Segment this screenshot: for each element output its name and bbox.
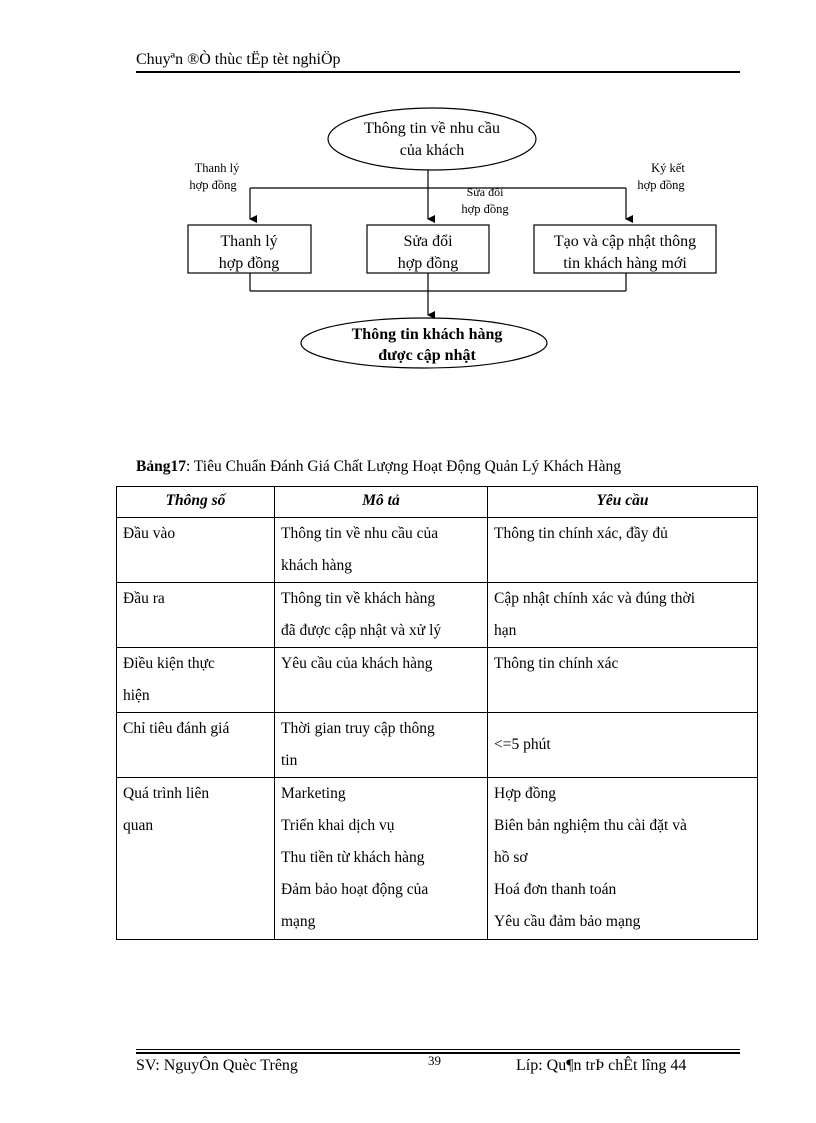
edge-label-right-2: hợp đồng bbox=[637, 178, 685, 192]
table-row bbox=[117, 778, 758, 940]
cell-line: hạn bbox=[494, 622, 517, 639]
cell-desc bbox=[275, 778, 488, 940]
cell-line: Chỉ tiêu đánh giá bbox=[123, 720, 230, 737]
cell-req bbox=[488, 648, 758, 713]
cell-param bbox=[117, 518, 275, 583]
cell-desc bbox=[275, 518, 488, 583]
footer-student: SV: NguyÔn Quèc Trêng bbox=[136, 1057, 298, 1074]
cell-line: Cập nhật chính xác và đúng thời bbox=[494, 590, 696, 607]
bottom-node-line-2: được cập nhật bbox=[378, 347, 476, 364]
cell-line: Thu tiền từ khách hàng bbox=[281, 849, 425, 866]
page-header: Chuyªn ®Ò thùc tËp tèt nghiÖp bbox=[136, 51, 341, 68]
table-caption bbox=[136, 457, 756, 477]
footer-rule-thin bbox=[136, 1049, 740, 1050]
cell-line: Yêu cầu đảm bảo mạng bbox=[494, 913, 641, 930]
edge-label-middle-2: hợp đồng bbox=[461, 202, 509, 216]
cell-line: Thông tin chính xác bbox=[494, 655, 619, 672]
box-middle-line-2: hợp đồng bbox=[397, 255, 459, 272]
table-row bbox=[117, 648, 758, 713]
cell-line: Quá trình liên bbox=[123, 785, 210, 802]
cell-line: Điều kiện thực bbox=[123, 655, 215, 672]
cell-param bbox=[117, 648, 275, 713]
cell-line: Marketing bbox=[281, 785, 346, 802]
header-req: Yêu cầu bbox=[488, 487, 758, 518]
cell-line: Yêu cầu của khách hàng bbox=[281, 655, 433, 672]
cell-line: Thông tin về khách hàng bbox=[281, 590, 436, 607]
cell-desc bbox=[275, 713, 488, 778]
cell-line: đã được cập nhật và xử lý bbox=[281, 622, 442, 639]
cell-desc bbox=[275, 648, 488, 713]
table-row bbox=[117, 583, 758, 648]
cell-req bbox=[488, 583, 758, 648]
cell-line: Triển khai dịch vụ bbox=[281, 817, 395, 834]
box-right-line-2: tin khách hàng mới bbox=[563, 255, 687, 272]
box-left-line-2: hợp đồng bbox=[218, 255, 280, 272]
bottom-node-line-1: Thông tin khách hàng bbox=[351, 326, 503, 343]
cell-line: <=5 phút bbox=[494, 736, 551, 753]
top-node-line-2: của khách bbox=[399, 142, 465, 159]
cell-line: tin bbox=[281, 752, 298, 769]
cell-line: Thông tin chính xác, đầy đủ bbox=[494, 525, 668, 542]
header-desc: Mô tả bbox=[275, 487, 488, 518]
flow-diagram bbox=[0, 0, 816, 420]
cell-line: khách hàng bbox=[281, 557, 353, 574]
cell-param bbox=[117, 583, 275, 648]
header-param: Thông số bbox=[117, 487, 275, 518]
cell-line: mạng bbox=[281, 913, 316, 930]
edge-label-middle-1: Sửa đổi bbox=[466, 185, 504, 199]
box-middle-line-1: Sửa đổi bbox=[403, 233, 453, 250]
edge-label-left-1: Thanh lý bbox=[194, 161, 240, 175]
table-row bbox=[117, 713, 758, 778]
cell-line: hiện bbox=[123, 687, 150, 704]
cell-line: Hoá đơn thanh toán bbox=[494, 881, 617, 898]
cell-line: quan bbox=[123, 817, 154, 834]
table-caption-label: Bảng17 bbox=[136, 458, 186, 475]
cell-line: Biên bản nghiệm thu cài đặt và bbox=[494, 817, 687, 834]
table-row bbox=[117, 518, 758, 583]
cell-line: Đầu ra bbox=[123, 590, 165, 607]
box-right-line-1: Tạo và cập nhật thông bbox=[553, 233, 697, 250]
edge-label-right-1: Ký kết bbox=[651, 161, 685, 175]
cell-desc bbox=[275, 583, 488, 648]
cell-line: Thời gian truy cập thông bbox=[281, 720, 435, 737]
edge-label-left-2: hợp đồng bbox=[189, 178, 237, 192]
cell-param bbox=[117, 778, 275, 940]
cell-line: Thông tin về nhu cầu của bbox=[281, 525, 439, 542]
box-left-line-1: Thanh lý bbox=[220, 233, 278, 250]
table-caption-text: : Tiêu Chuẩn Đánh Giá Chất Lượng Hoạt Động Quản Lý Khách Hàng bbox=[185, 458, 622, 475]
footer-class: Líp: Qu¶n trÞ chÊt lîng 44 bbox=[516, 1057, 687, 1074]
cell-req bbox=[488, 713, 758, 778]
cell-line: Hợp đồng bbox=[494, 785, 557, 802]
cell-line: Đảm bảo hoạt động của bbox=[281, 881, 429, 898]
cell-param bbox=[117, 713, 275, 778]
cell-req bbox=[488, 778, 758, 940]
cell-req bbox=[488, 518, 758, 583]
top-node-shape bbox=[328, 108, 536, 170]
table-header-row bbox=[117, 487, 758, 518]
cell-line: hồ sơ bbox=[494, 849, 528, 866]
criteria-table bbox=[116, 486, 758, 940]
top-node-line-1: Thông tin về nhu cầu bbox=[364, 120, 500, 137]
footer-page-number: 39 bbox=[428, 1053, 441, 1068]
cell-line: Đầu vào bbox=[123, 525, 176, 542]
